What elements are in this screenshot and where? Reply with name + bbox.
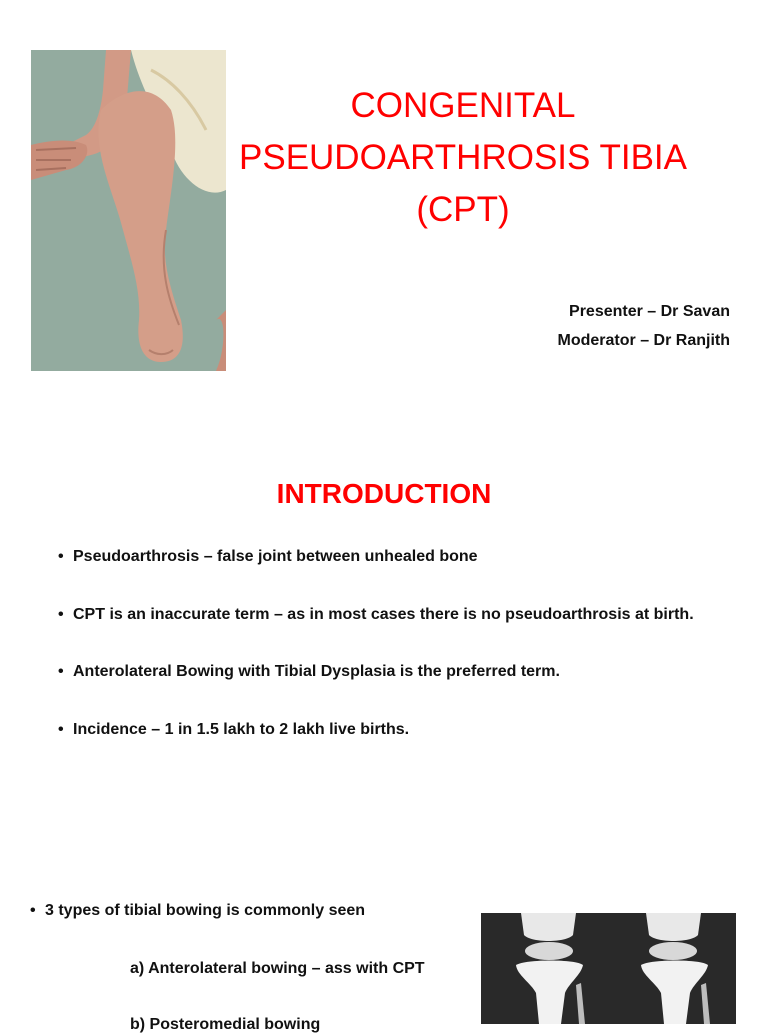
bowing-subitem-a: a) Anterolateral bowing – ass with CPT xyxy=(130,960,425,977)
bullet-item: • Incidence – 1 in 1.5 lakh to 2 lakh live births. xyxy=(58,721,694,779)
slide-title xyxy=(0,0,768,400)
xray-image xyxy=(481,913,736,1024)
slide-tibial-bowing xyxy=(0,860,768,1033)
bowing-bullet: • 3 types of tibial bowing is commonly seen xyxy=(30,902,365,920)
slide-title-text xyxy=(218,80,708,236)
title-line-3: (CPT) xyxy=(416,190,510,229)
clinical-photo xyxy=(31,50,226,371)
credits xyxy=(558,297,730,355)
moderator-text: Moderator – Dr Ranjith xyxy=(557,332,730,349)
bullet-item: • Pseudoarthrosis – false joint between unhealed bone xyxy=(58,548,694,606)
slide-introduction xyxy=(0,440,768,820)
bowing-subitem-b: b) Posteromedial bowing xyxy=(130,1016,321,1033)
bullet-item: • CPT is an inaccurate term – as in most cases there is no pseudoarthrosis at birth. xyxy=(58,606,694,664)
presenter-text: Presenter – Dr Savan xyxy=(569,303,730,320)
title-line-1: CONGENITAL xyxy=(350,86,576,125)
introduction-heading: INTRODUCTION xyxy=(276,478,492,509)
introduction-bullets xyxy=(58,548,694,778)
title-line-2: PSEUDOARTHROSIS TIBIA xyxy=(239,138,687,177)
bullet-item: • Anterolateral Bowing with Tibial Dysplasia is the preferred term. xyxy=(58,663,694,721)
